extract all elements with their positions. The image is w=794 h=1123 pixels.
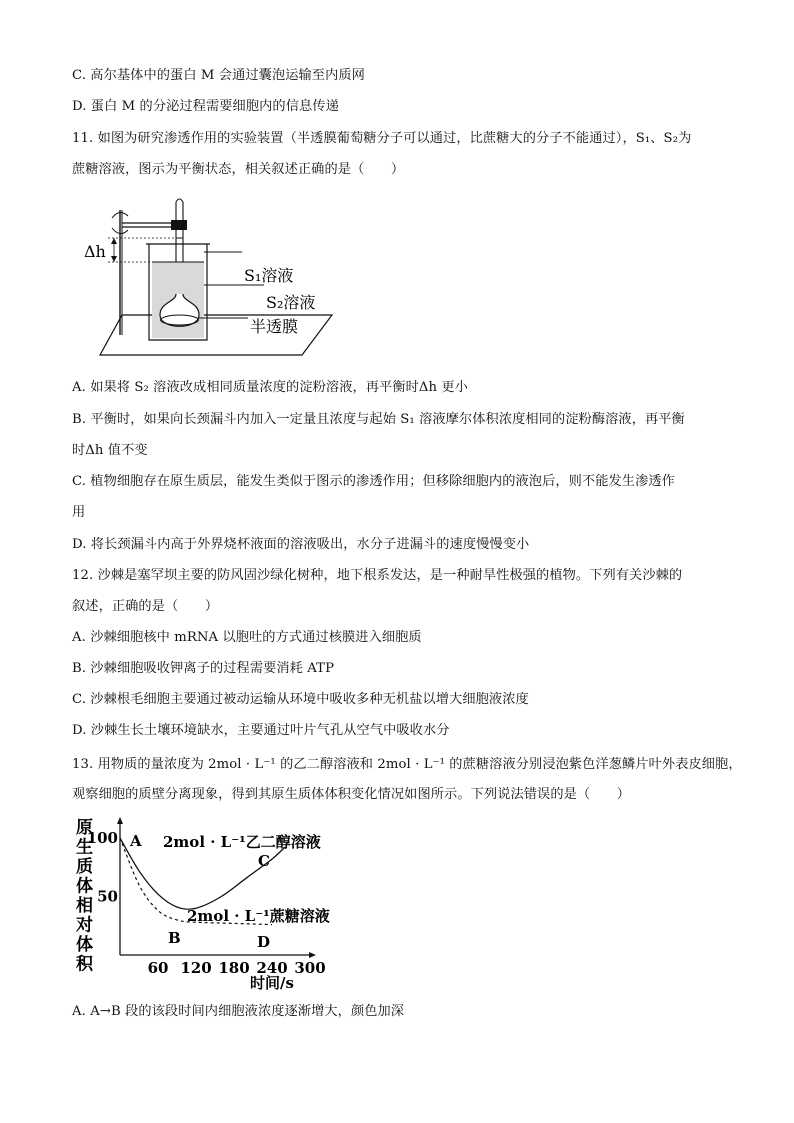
y-axis-label-char: 质 [76, 857, 93, 877]
x-tick-label: 180 [218, 959, 250, 977]
x-tick-label: 120 [180, 959, 212, 977]
membrane-label: 半透膜 [250, 317, 299, 336]
point-label-d: D [257, 933, 271, 951]
option-10c: C. 高尔基体中的蛋白 M 会通过囊泡运输至内质网 [72, 68, 365, 83]
y-axis-label-char: 积 [76, 954, 93, 975]
legend-ethylene-glycol: 2mol · L⁻¹乙二醇溶液 [163, 833, 321, 851]
point-label-b: B [168, 929, 181, 947]
option-11b-line2: 时Δh 值不变 [72, 443, 148, 458]
y-axis-label-char: 体 [76, 935, 93, 955]
y-axis-label-char: 生 [76, 837, 93, 858]
question-13-stem-line1: 13. 用物质的量浓度为 2mol · L⁻¹ 的乙二醇溶液和 2mol · L⁻¹ 的蔗糖溶液分别浸泡紫色洋葱鳞片叶外表皮细胞， [72, 757, 742, 772]
clamp-block [171, 220, 187, 230]
protoplast-volume-chart [72, 815, 372, 995]
option-11a: A. 如果将 S₂ 溶液改成相同质量浓度的淀粉溶液，再平衡时Δh 更小 [72, 380, 469, 395]
y-tick-label: 100 [86, 829, 118, 847]
x-axis-label: 时间/s [250, 974, 294, 992]
option-13a: A. A→B 段的该段时间内细胞液浓度逐渐增大，颜色加深 [72, 1004, 405, 1019]
option-12a: A. 沙棘细胞核中 mRNA 以胞吐的方式通过核膜进入细胞质 [72, 630, 422, 645]
option-11d: D. 将长颈漏斗内高于外界烧杯液面的溶液吸出，水分子进漏斗的速度慢慢变小 [72, 537, 530, 552]
y-tick-label: 50 [97, 887, 118, 906]
option-11c-line2: 用 [72, 505, 86, 520]
x-tick-label: 300 [294, 959, 326, 977]
option-12d: D. 沙棘生长土壤环境缺水，主要通过叶片气孔从空气中吸收水分 [72, 723, 450, 738]
option-11b-line1: B. 平衡时，如果向长颈漏斗内加入一定量且浓度与起始 S₁ 溶液摩尔体积浓度相同的淀粉酶溶液，再平衡 [72, 412, 685, 427]
option-12c: C. 沙棘根毛细胞主要通过被动运输从环境中吸收多种无机盐以增大细胞液浓度 [72, 692, 529, 707]
y-axis-label-char: 相 [76, 896, 93, 916]
x-tick-label: 240 [256, 959, 288, 977]
option-11c-line1: C. 植物细胞存在原生质层，能发生类似于图示的渗透作用；但移除细胞内的液泡后，则不能发生渗透作 [72, 474, 675, 489]
question-12-stem-line2: 叙述，正确的是（ ） [72, 599, 219, 614]
point-label-a: A [130, 832, 142, 850]
question-11-stem-line2: 蔗糖溶液，图示为平衡状态，相关叙述正确的是（ ） [72, 162, 405, 177]
y-axis-label-char: 原 [76, 818, 93, 838]
point-label-c: C [258, 852, 270, 870]
option-12b: B. 沙棘细胞吸收钾离子的过程需要消耗 ATP [72, 661, 335, 676]
question-13-stem-line2: 观察细胞的质壁分离现象，得到其原生质体体积变化情况如图所示。下列说法错误的是（ ） [72, 787, 631, 802]
option-10d: D. 蛋白 M 的分泌过程需要细胞内的信息传递 [72, 99, 339, 114]
y-axis-label-char: 体 [76, 876, 93, 897]
question-11-stem-line1: 11. 如图为研究渗透作用的实验装置（半透膜葡萄糖分子可以通过，比蔗糖大的分子不能通过），S₁、S₂为 [72, 131, 692, 146]
osmosis-apparatus-figure [84, 190, 352, 365]
s2-solution-label: S₂溶液 [266, 293, 316, 312]
s1-solution-label: S₁溶液 [244, 266, 294, 285]
x-tick-label: 60 [147, 959, 169, 977]
legend-sucrose: 2mol · L⁻¹蔗糖溶液 [187, 907, 330, 925]
y-axis-label-char: 对 [76, 915, 93, 936]
delta-h-label: Δh [84, 242, 106, 261]
question-12-stem-line1: 12. 沙棘是塞罕坝主要的防风固沙绿化树种，地下根系发达，是一种耐旱性极强的植物。下列有关沙棘的 [72, 568, 683, 583]
